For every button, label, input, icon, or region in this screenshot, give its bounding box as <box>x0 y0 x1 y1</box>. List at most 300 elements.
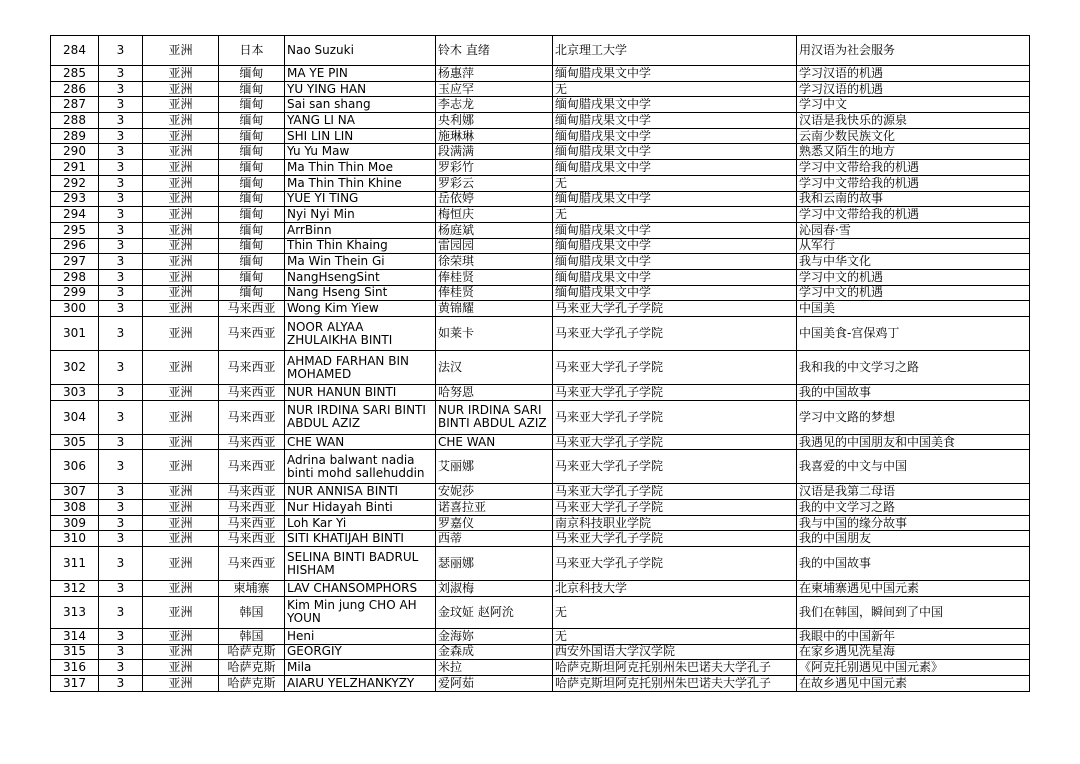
cell-country: 缅甸 <box>219 66 285 82</box>
cell-no: 296 <box>51 238 99 254</box>
cell-school: 南京科技职业学院 <box>553 515 797 531</box>
table-row <box>51 400 1030 434</box>
cell-no: 287 <box>51 97 99 113</box>
cell-grade: 3 <box>99 144 143 160</box>
cell-name: NUR HANUN BINTI <box>285 385 436 401</box>
table-row <box>51 644 1030 660</box>
cell-continent: 亚洲 <box>143 128 219 144</box>
cell-cn-name: 爱阿茹 <box>436 675 553 691</box>
cell-title: 在柬埔寨遇见中国元素 <box>797 581 1030 597</box>
table-row <box>51 238 1030 254</box>
cell-grade: 3 <box>99 285 143 301</box>
cell-title: 学习汉语的机遇 <box>797 66 1030 82</box>
table-row <box>51 128 1030 144</box>
cell-school: 无 <box>553 207 797 223</box>
cell-country: 柬埔寨 <box>219 581 285 597</box>
cell-school: 北京科技大学 <box>553 581 797 597</box>
cell-school: 马来亚大学孔子学院 <box>553 434 797 450</box>
cell-no: 302 <box>51 351 99 385</box>
cell-no: 295 <box>51 222 99 238</box>
cell-grade: 3 <box>99 400 143 434</box>
cell-grade: 3 <box>99 301 143 317</box>
cell-grade: 3 <box>99 222 143 238</box>
cell-school: 缅甸腊戌果文中学 <box>553 128 797 144</box>
table-row <box>51 66 1030 82</box>
cell-cn-name: 段满满 <box>436 144 553 160</box>
cell-continent: 亚洲 <box>143 36 219 66</box>
table-row <box>51 581 1030 597</box>
cell-cn-name: 金森成 <box>436 644 553 660</box>
cell-continent: 亚洲 <box>143 66 219 82</box>
cell-cn-name: 央利娜 <box>436 113 553 129</box>
cell-school: 缅甸腊戌果文中学 <box>553 222 797 238</box>
table-row <box>51 484 1030 500</box>
cell-name: YANG LI NA <box>285 113 436 129</box>
cell-school: 马来亚大学孔子学院 <box>553 351 797 385</box>
cell-school: 马来亚大学孔子学院 <box>553 450 797 484</box>
cell-continent: 亚洲 <box>143 317 219 351</box>
cell-continent: 亚洲 <box>143 301 219 317</box>
cell-no: 285 <box>51 66 99 82</box>
cell-name: Heni <box>285 628 436 644</box>
table-row <box>51 175 1030 191</box>
cell-cn-name: 哈努恩 <box>436 385 553 401</box>
cell-name: Thin Thin Khaing <box>285 238 436 254</box>
cell-cn-name: 杨庭斌 <box>436 222 553 238</box>
cell-title: 我和云南的故事 <box>797 191 1030 207</box>
cell-cn-name: 雷园园 <box>436 238 553 254</box>
cell-name: Nyi Nyi Min <box>285 207 436 223</box>
table-row <box>51 434 1030 450</box>
cell-school: 马来亚大学孔子学院 <box>553 531 797 547</box>
cell-name: Mila <box>285 660 436 676</box>
cell-school: 马来亚大学孔子学院 <box>553 547 797 581</box>
cell-school: 马来亚大学孔子学院 <box>553 484 797 500</box>
cell-cn-name: 刘淑梅 <box>436 581 553 597</box>
cell-continent: 亚洲 <box>143 547 219 581</box>
cell-school: 缅甸腊戌果文中学 <box>553 285 797 301</box>
cell-name: Nang Hseng Sint <box>285 285 436 301</box>
cell-country: 缅甸 <box>219 207 285 223</box>
cell-grade: 3 <box>99 675 143 691</box>
cell-continent: 亚洲 <box>143 97 219 113</box>
cell-cn-name: 铃木 直绪 <box>436 36 553 66</box>
cell-name: Adrina balwant nadia binti mohd sallehuddin <box>285 450 436 484</box>
cell-country: 马来西亚 <box>219 531 285 547</box>
cell-no: 291 <box>51 160 99 176</box>
cell-title: 我眼中的中国新年 <box>797 628 1030 644</box>
cell-name: SELINA BINTI BADRUL HISHAM <box>285 547 436 581</box>
cell-school: 哈萨克斯坦阿克托别州朱巴诺夫大学孔子 <box>553 675 797 691</box>
cell-cn-name: 俸桂贤 <box>436 269 553 285</box>
cell-title: 中国美食-宫保鸡丁 <box>797 317 1030 351</box>
cell-title: 学习中文的机遇 <box>797 285 1030 301</box>
cell-school: 缅甸腊戌果文中学 <box>553 113 797 129</box>
cell-grade: 3 <box>99 254 143 270</box>
table-row <box>51 160 1030 176</box>
cell-school: 无 <box>553 596 797 628</box>
cell-grade: 3 <box>99 660 143 676</box>
cell-no: 303 <box>51 385 99 401</box>
cell-continent: 亚洲 <box>143 351 219 385</box>
cell-no: 309 <box>51 515 99 531</box>
cell-name: YU YING HAN <box>285 81 436 97</box>
cell-no: 313 <box>51 596 99 628</box>
cell-school: 缅甸腊戌果文中学 <box>553 191 797 207</box>
cell-school: 北京理工大学 <box>553 36 797 66</box>
cell-title: 在故乡遇见中国元素 <box>797 675 1030 691</box>
table-row <box>51 144 1030 160</box>
cell-school: 马来亚大学孔子学院 <box>553 400 797 434</box>
cell-grade: 3 <box>99 581 143 597</box>
cell-continent: 亚洲 <box>143 434 219 450</box>
cell-continent: 亚洲 <box>143 531 219 547</box>
cell-grade: 3 <box>99 500 143 516</box>
cell-country: 哈萨克斯 <box>219 660 285 676</box>
cell-country: 马来西亚 <box>219 434 285 450</box>
cell-title: 中国美 <box>797 301 1030 317</box>
cell-country: 马来西亚 <box>219 484 285 500</box>
table-row <box>51 531 1030 547</box>
cell-name: SITI KHATIJAH BINTI <box>285 531 436 547</box>
cell-grade: 3 <box>99 81 143 97</box>
cell-continent: 亚洲 <box>143 269 219 285</box>
cell-title: 学习中文带给我的机遇 <box>797 207 1030 223</box>
cell-cn-name: 金海妳 <box>436 628 553 644</box>
cell-grade: 3 <box>99 644 143 660</box>
cell-grade: 3 <box>99 596 143 628</box>
cell-country: 马来西亚 <box>219 317 285 351</box>
cell-name: Nur Hidayah Binti <box>285 500 436 516</box>
table-row <box>51 222 1030 238</box>
cell-grade: 3 <box>99 351 143 385</box>
cell-name: Ma Thin Thin Khine <box>285 175 436 191</box>
cell-title: 云南少数民族文化 <box>797 128 1030 144</box>
cell-country: 马来西亚 <box>219 450 285 484</box>
table-row <box>51 113 1030 129</box>
cell-no: 306 <box>51 450 99 484</box>
cell-continent: 亚洲 <box>143 285 219 301</box>
cell-school: 缅甸腊戌果文中学 <box>553 160 797 176</box>
cell-country: 缅甸 <box>219 238 285 254</box>
cell-grade: 3 <box>99 128 143 144</box>
cell-grade: 3 <box>99 207 143 223</box>
cell-cn-name: 徐荣琪 <box>436 254 553 270</box>
cell-grade: 3 <box>99 160 143 176</box>
cell-title: 学习中文带给我的机遇 <box>797 175 1030 191</box>
cell-cn-name: 李志龙 <box>436 97 553 113</box>
cell-school: 马来亚大学孔子学院 <box>553 385 797 401</box>
cell-cn-name: 俸桂贤 <box>436 285 553 301</box>
cell-country: 马来西亚 <box>219 547 285 581</box>
cell-school: 缅甸腊戌果文中学 <box>553 254 797 270</box>
cell-grade: 3 <box>99 191 143 207</box>
table-row <box>51 285 1030 301</box>
cell-country: 日本 <box>219 36 285 66</box>
cell-no: 312 <box>51 581 99 597</box>
cell-name: SHI LIN LIN <box>285 128 436 144</box>
cell-cn-name: 杨惠萍 <box>436 66 553 82</box>
cell-country: 缅甸 <box>219 128 285 144</box>
cell-grade: 3 <box>99 385 143 401</box>
cell-title: 我与中华文化 <box>797 254 1030 270</box>
cell-title: 汉语是我第二母语 <box>797 484 1030 500</box>
cell-name: NangHsengSint <box>285 269 436 285</box>
cell-country: 缅甸 <box>219 285 285 301</box>
cell-continent: 亚洲 <box>143 222 219 238</box>
cell-name: AIARU YELZHANKYZY <box>285 675 436 691</box>
cell-country: 韩国 <box>219 628 285 644</box>
cell-no: 315 <box>51 644 99 660</box>
cell-title: 《阿克托别遇见中国元素》 <box>797 660 1030 676</box>
cell-name: Yu Yu Maw <box>285 144 436 160</box>
cell-country: 马来西亚 <box>219 301 285 317</box>
cell-no: 297 <box>51 254 99 270</box>
cell-name: Loh Kar Yi <box>285 515 436 531</box>
table-row <box>51 385 1030 401</box>
cell-name: Ma Thin Thin Moe <box>285 160 436 176</box>
cell-continent: 亚洲 <box>143 596 219 628</box>
cell-name: Wong Kim Yiew <box>285 301 436 317</box>
cell-school: 马来亚大学孔子学院 <box>553 500 797 516</box>
cell-continent: 亚洲 <box>143 191 219 207</box>
cell-no: 293 <box>51 191 99 207</box>
cell-title: 我喜爱的中文与中国 <box>797 450 1030 484</box>
cell-name: Sai san shang <box>285 97 436 113</box>
cell-no: 308 <box>51 500 99 516</box>
cell-country: 马来西亚 <box>219 385 285 401</box>
table-row <box>51 628 1030 644</box>
cell-grade: 3 <box>99 531 143 547</box>
cell-school: 缅甸腊戌果文中学 <box>553 144 797 160</box>
cell-continent: 亚洲 <box>143 675 219 691</box>
cell-cn-name: 黄锦耀 <box>436 301 553 317</box>
cell-title: 我与中国的缘分故事 <box>797 515 1030 531</box>
cell-school: 无 <box>553 81 797 97</box>
cell-no: 316 <box>51 660 99 676</box>
cell-continent: 亚洲 <box>143 515 219 531</box>
cell-cn-name: 玉应罕 <box>436 81 553 97</box>
table-row <box>51 36 1030 66</box>
cell-country: 缅甸 <box>219 113 285 129</box>
cell-country: 缅甸 <box>219 254 285 270</box>
cell-cn-name: 瑟丽娜 <box>436 547 553 581</box>
cell-grade: 3 <box>99 484 143 500</box>
cell-name: Ma Win Thein Gi <box>285 254 436 270</box>
cell-name: NUR IRDINA SARI BINTI ABDUL AZIZ <box>285 400 436 434</box>
cell-continent: 亚洲 <box>143 500 219 516</box>
cell-no: 284 <box>51 36 99 66</box>
cell-country: 马来西亚 <box>219 515 285 531</box>
cell-no: 294 <box>51 207 99 223</box>
cell-grade: 3 <box>99 66 143 82</box>
cell-title: 汉语是我快乐的源泉 <box>797 113 1030 129</box>
cell-continent: 亚洲 <box>143 175 219 191</box>
cell-name: ArrBinn <box>285 222 436 238</box>
cell-country: 缅甸 <box>219 144 285 160</box>
cell-no: 317 <box>51 675 99 691</box>
cell-continent: 亚洲 <box>143 113 219 129</box>
cell-grade: 3 <box>99 238 143 254</box>
table-row <box>51 675 1030 691</box>
cell-school: 缅甸腊戌果文中学 <box>553 97 797 113</box>
cell-country: 缅甸 <box>219 191 285 207</box>
registration-table <box>50 35 1030 692</box>
cell-no: 289 <box>51 128 99 144</box>
cell-school: 缅甸腊戌果文中学 <box>553 66 797 82</box>
cell-country: 缅甸 <box>219 175 285 191</box>
cell-school: 马来亚大学孔子学院 <box>553 301 797 317</box>
cell-title: 我们在韩国，瞬间到了中国 <box>797 596 1030 628</box>
table-row <box>51 596 1030 628</box>
cell-no: 304 <box>51 400 99 434</box>
cell-no: 286 <box>51 81 99 97</box>
cell-name: AHMAD FARHAN BIN MOHAMED <box>285 351 436 385</box>
cell-title: 学习中文路的梦想 <box>797 400 1030 434</box>
cell-school: 缅甸腊戌果文中学 <box>553 238 797 254</box>
table-row <box>51 207 1030 223</box>
cell-title: 我的中国故事 <box>797 385 1030 401</box>
table-row <box>51 81 1030 97</box>
table-row <box>51 351 1030 385</box>
cell-school: 马来亚大学孔子学院 <box>553 317 797 351</box>
cell-title: 我和我的中文学习之路 <box>797 351 1030 385</box>
cell-cn-name: 梅恒庆 <box>436 207 553 223</box>
cell-country: 缅甸 <box>219 81 285 97</box>
cell-cn-name: 诺喜拉亚 <box>436 500 553 516</box>
cell-name: YUE YI TING <box>285 191 436 207</box>
cell-no: 305 <box>51 434 99 450</box>
cell-cn-name: 罗彩云 <box>436 175 553 191</box>
table-row <box>51 191 1030 207</box>
cell-name: Nao Suzuki <box>285 36 436 66</box>
cell-grade: 3 <box>99 269 143 285</box>
cell-grade: 3 <box>99 434 143 450</box>
cell-school: 缅甸腊戌果文中学 <box>553 269 797 285</box>
cell-grade: 3 <box>99 450 143 484</box>
cell-title: 熟悉又陌生的地方 <box>797 144 1030 160</box>
cell-cn-name: 岳依婷 <box>436 191 553 207</box>
cell-no: 311 <box>51 547 99 581</box>
table-row <box>51 269 1030 285</box>
cell-title: 用汉语为社会服务 <box>797 36 1030 66</box>
cell-name: GEORGIY <box>285 644 436 660</box>
cell-grade: 3 <box>99 175 143 191</box>
cell-no: 314 <box>51 628 99 644</box>
cell-title: 在家乡遇见洗星海 <box>797 644 1030 660</box>
cell-continent: 亚洲 <box>143 628 219 644</box>
cell-country: 缅甸 <box>219 222 285 238</box>
cell-name: Kim Min jung CHO AH YOUN <box>285 596 436 628</box>
cell-school: 西安外国语大学汉学院 <box>553 644 797 660</box>
cell-continent: 亚洲 <box>143 484 219 500</box>
cell-grade: 3 <box>99 113 143 129</box>
cell-no: 299 <box>51 285 99 301</box>
cell-cn-name: 罗嘉仪 <box>436 515 553 531</box>
cell-name: LAV CHANSOMPHORS <box>285 581 436 597</box>
cell-cn-name: 西蒂 <box>436 531 553 547</box>
cell-continent: 亚洲 <box>143 400 219 434</box>
cell-title: 我的中文学习之路 <box>797 500 1030 516</box>
cell-title: 沁园春·雪 <box>797 222 1030 238</box>
cell-no: 298 <box>51 269 99 285</box>
cell-no: 288 <box>51 113 99 129</box>
cell-cn-name: 罗彩竹 <box>436 160 553 176</box>
cell-no: 290 <box>51 144 99 160</box>
cell-continent: 亚洲 <box>143 207 219 223</box>
cell-grade: 3 <box>99 36 143 66</box>
table-row <box>51 500 1030 516</box>
cell-country: 缅甸 <box>219 97 285 113</box>
cell-continent: 亚洲 <box>143 385 219 401</box>
cell-school: 无 <box>553 175 797 191</box>
cell-continent: 亚洲 <box>143 644 219 660</box>
cell-cn-name: 安妮莎 <box>436 484 553 500</box>
cell-country: 缅甸 <box>219 160 285 176</box>
cell-grade: 3 <box>99 628 143 644</box>
cell-continent: 亚洲 <box>143 660 219 676</box>
cell-cn-name: 法汉 <box>436 351 553 385</box>
table-row <box>51 515 1030 531</box>
cell-country: 韩国 <box>219 596 285 628</box>
cell-no: 301 <box>51 317 99 351</box>
cell-grade: 3 <box>99 97 143 113</box>
cell-title: 从军行 <box>797 238 1030 254</box>
cell-country: 哈萨克斯 <box>219 675 285 691</box>
cell-title: 我遇见的中国朋友和中国美食 <box>797 434 1030 450</box>
cell-cn-name: 金玟姃 赵阿沇 <box>436 596 553 628</box>
table-body <box>51 36 1030 692</box>
cell-grade: 3 <box>99 317 143 351</box>
cell-continent: 亚洲 <box>143 450 219 484</box>
table-row <box>51 254 1030 270</box>
cell-no: 307 <box>51 484 99 500</box>
cell-title: 学习中文 <box>797 97 1030 113</box>
table-row <box>51 317 1030 351</box>
cell-continent: 亚洲 <box>143 581 219 597</box>
cell-school: 哈萨克斯坦阿克托别州朱巴诺夫大学孔子 <box>553 660 797 676</box>
cell-cn-name: 艾丽娜 <box>436 450 553 484</box>
cell-no: 310 <box>51 531 99 547</box>
cell-cn-name: 如莱卡 <box>436 317 553 351</box>
table-row <box>51 450 1030 484</box>
cell-country: 马来西亚 <box>219 351 285 385</box>
cell-title: 学习汉语的机遇 <box>797 81 1030 97</box>
cell-country: 缅甸 <box>219 269 285 285</box>
cell-no: 292 <box>51 175 99 191</box>
cell-name: MA YE PIN <box>285 66 436 82</box>
table-row <box>51 301 1030 317</box>
cell-continent: 亚洲 <box>143 238 219 254</box>
cell-school: 无 <box>553 628 797 644</box>
cell-name: NOOR ALYAA ZHULAIKHA BINTI <box>285 317 436 351</box>
cell-name: NUR ANNISA BINTI <box>285 484 436 500</box>
cell-continent: 亚洲 <box>143 160 219 176</box>
cell-country: 马来西亚 <box>219 400 285 434</box>
cell-grade: 3 <box>99 547 143 581</box>
cell-no: 300 <box>51 301 99 317</box>
cell-grade: 3 <box>99 515 143 531</box>
cell-cn-name: NUR IRDINA SARI BINTI ABDUL AZIZ <box>436 400 553 434</box>
cell-cn-name: 米拉 <box>436 660 553 676</box>
cell-cn-name: CHE WAN <box>436 434 553 450</box>
cell-continent: 亚洲 <box>143 144 219 160</box>
cell-country: 马来西亚 <box>219 500 285 516</box>
cell-title: 我的中国故事 <box>797 547 1030 581</box>
table-row <box>51 547 1030 581</box>
cell-continent: 亚洲 <box>143 81 219 97</box>
cell-name: CHE WAN <box>285 434 436 450</box>
